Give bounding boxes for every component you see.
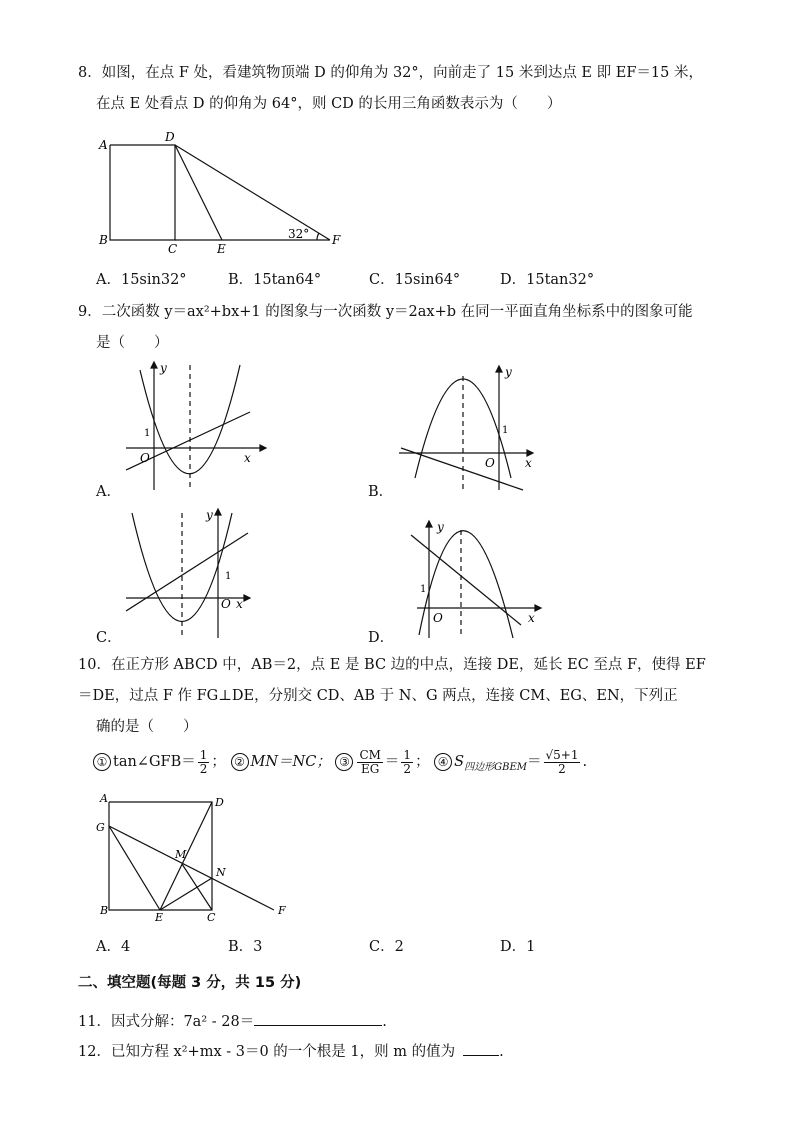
q9d-origin: O bbox=[433, 611, 443, 625]
q10-line-2: ＝DE，过点 F 作 FG⊥DE，分别交 CD、AB 于 N、G 两点，连接 CM、EG、EN，下列正 bbox=[78, 688, 678, 704]
q10-statements: ① tan∠GFB＝ $\frac{1}{2}$ ； ② MN＝NC； ③ $\frac{CM}{EG}$ ＝ $\frac{1}{2}$ ； ④ $S_{四边形GBEM}=$ $\frac{√5+1}{2}$ . bbox=[93, 745, 587, 785]
q9d-y-label: y bbox=[437, 520, 444, 534]
stmt-2: MN＝NC； bbox=[250, 754, 331, 770]
q10-label-n: N bbox=[216, 866, 226, 879]
q8-label-d: D bbox=[165, 130, 175, 144]
q9-option-a: A． bbox=[96, 484, 121, 500]
q12-answer-blank[interactable] bbox=[463, 1041, 499, 1056]
stmt-3-fraction-b: $\frac{1}{2}$ bbox=[403, 747, 412, 776]
stmt-3-fraction-a: $\frac{CM}{EG}$ bbox=[359, 747, 381, 776]
q10-label-d: D bbox=[215, 796, 224, 809]
q8-line-2: 在点 E 处看点 D 的仰角为 64°，则 CD 的长用三角函数表示为（ ） bbox=[96, 96, 562, 112]
q8-angle-label: 32° bbox=[288, 227, 310, 241]
q9b-origin: O bbox=[485, 456, 495, 470]
q9c-one: 1 bbox=[225, 571, 232, 582]
q8-label-e: E bbox=[217, 242, 226, 255]
q9-option-c: C． bbox=[96, 630, 122, 646]
q8-option-b: B．15tan64° bbox=[228, 272, 322, 288]
q8-label-c: C bbox=[168, 242, 178, 255]
q12: 12．已知方程 x²+mx - 3＝0 的一个根是 1，则 m 的值为 . bbox=[78, 1041, 504, 1062]
stmt-1-marker: ① bbox=[93, 753, 111, 771]
q9-graph-a bbox=[120, 360, 270, 495]
q9-line-1: 9．二次函数 y＝ax²+bx+1 的图象与一次函数 y＝2ax+b 在同一平面直角坐标系中的图象可能 bbox=[78, 304, 693, 320]
q10-line-1: 10．在正方形 ABCD 中，AB＝2，点 E 是 BC 边的中点，连接 DE，延长 EC 至点 F，使得 EF bbox=[78, 657, 706, 673]
q9c-origin: O bbox=[221, 597, 231, 611]
q10-label-m: M bbox=[175, 848, 187, 861]
q9-option-d: D． bbox=[368, 630, 395, 646]
q9c-y-label: y bbox=[206, 508, 213, 522]
q9-option-b: B． bbox=[368, 484, 394, 500]
q8-option-a: A．15sin32° bbox=[96, 272, 187, 288]
q10-option-c: C．2 bbox=[369, 939, 404, 955]
stmt-1-fraction: $\frac{1}{2}$ bbox=[199, 747, 208, 776]
stmt-3-marker: ③ bbox=[335, 753, 353, 771]
q10-label-b: B bbox=[100, 904, 109, 917]
q8-option-c: C．15sin64° bbox=[369, 272, 461, 288]
stmt-4-marker: ④ bbox=[434, 753, 452, 771]
q10-line-3: 确的是（ ） bbox=[96, 719, 198, 735]
section-2-heading: 二、填空题(每题 3 分，共 15 分) bbox=[78, 975, 302, 991]
q11: 11．因式分解：7a² - 28＝ . bbox=[78, 1011, 387, 1032]
q10-option-b: B．3 bbox=[228, 939, 263, 955]
q9a-y-label: y bbox=[160, 361, 167, 375]
q9b-one: 1 bbox=[502, 425, 509, 436]
q9-graph-d bbox=[395, 505, 545, 640]
q10-option-d: D．1 bbox=[500, 939, 536, 955]
q10-label-f: F bbox=[278, 904, 286, 917]
q9b-y-label: y bbox=[505, 365, 512, 379]
q10-figure bbox=[92, 790, 297, 925]
stmt-2-marker: ② bbox=[231, 753, 249, 771]
q11-text: 11．因式分解：7a² - 28＝ bbox=[78, 1014, 255, 1030]
q8-figure bbox=[95, 130, 355, 255]
q9-line-2: 是（ ） bbox=[96, 335, 169, 351]
q8-option-d: D．15tan32° bbox=[500, 272, 595, 288]
q8-label-f: F bbox=[332, 233, 341, 247]
q9d-one: 1 bbox=[420, 584, 427, 595]
q10-option-a: A．4 bbox=[96, 939, 131, 955]
q8-line-1: 8．如图，在点 F 处，看建筑物顶端 D 的仰角为 32°，向前走了 15 米到达点 E 即 EF＝15 米， bbox=[78, 65, 703, 81]
q10-label-e: E bbox=[155, 911, 164, 924]
q10-label-c: C bbox=[207, 911, 216, 924]
q12-text: 12．已知方程 x²+mx - 3＝0 的一个根是 1，则 m 的值为 bbox=[78, 1044, 456, 1060]
q9b-x-label: x bbox=[525, 456, 532, 470]
stmt-4-sub: 四边形GBEM bbox=[464, 761, 527, 773]
q8-label-a: A bbox=[99, 138, 108, 152]
q9d-x-label: x bbox=[528, 611, 535, 625]
stmt-4-fraction: $\frac{√5+1}{2}$ bbox=[545, 747, 579, 776]
q11-answer-blank[interactable] bbox=[254, 1011, 382, 1026]
q9-graph-c bbox=[120, 505, 270, 640]
q9a-origin: O bbox=[140, 451, 150, 465]
q10-label-a: A bbox=[100, 792, 108, 805]
q8-label-b: B bbox=[99, 233, 108, 247]
q10-label-g: G bbox=[96, 821, 105, 834]
q9c-x-label: x bbox=[236, 597, 243, 611]
q9-graph-b bbox=[395, 360, 545, 495]
q9a-x-label: x bbox=[244, 451, 251, 465]
stmt-1-pre: tan∠GFB＝ bbox=[113, 754, 196, 770]
stmt-4-s: S bbox=[454, 754, 465, 770]
q9a-one: 1 bbox=[144, 428, 151, 439]
